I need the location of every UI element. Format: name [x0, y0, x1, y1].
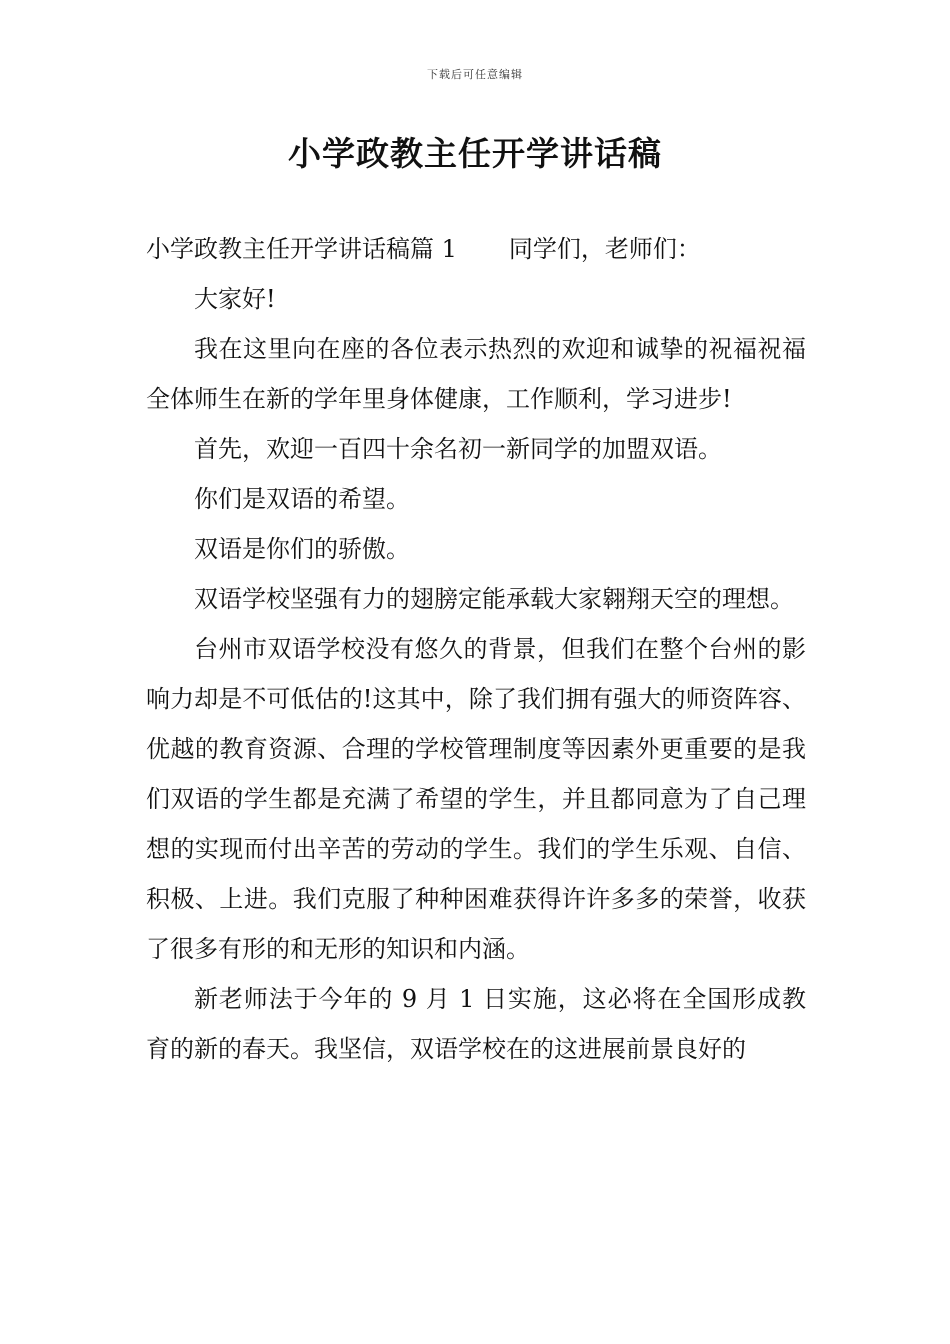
paragraph: 双语是你们的骄傲。: [194, 535, 410, 563]
document-body: [146, 224, 806, 1074]
paragraph: 双语学校坚强有力的翅膀定能承载大家翱翔天空的理想。: [194, 585, 794, 613]
paragraph: 首先，欢迎一百四十余名初一新同学的加盟双语。: [194, 435, 722, 463]
paragraph: 新老师法于今年的 9 月 1 日实施，这必将在全国形成教育的新的春天。我坚信，双语学校在的这进展前景良好的: [146, 985, 806, 1063]
salutation: 同学们，老师们：: [508, 235, 701, 263]
document-title: 小学政教主任开学讲话稿: [288, 134, 662, 173]
paragraph: 台州市双语学校没有悠久的背景，但我们在整个台州的影响力却是不可低估的!这其中，除了我们拥有强大的师资阵容、优越的教育资源、合理的学校管理制度等因素外更重要的是我们双语的学生都是充满了希望的学生，并且都同意为了自己理想的实现而付出辛苦的劳动的学生。我们的学生乐观、自信、积极、上进。我们克服了种种困难获得许许多多的荣誉，收获了很多有形的和无形的知识和内涵。: [146, 635, 806, 963]
paragraph: 你们是双语的希望。: [194, 485, 410, 513]
paragraph: 我在这里向在座的各位表示热烈的欢迎和诚挚的祝福祝福全体师生在新的学年里身体健康，工作顺利，学习进步!: [146, 335, 806, 413]
paragraph: 大家好!: [194, 285, 276, 313]
header-note: 下载后可任意编辑: [427, 68, 523, 81]
opening-line: [146, 224, 806, 274]
section-label: 小学政教主任开学讲话稿篇 1: [146, 235, 457, 263]
